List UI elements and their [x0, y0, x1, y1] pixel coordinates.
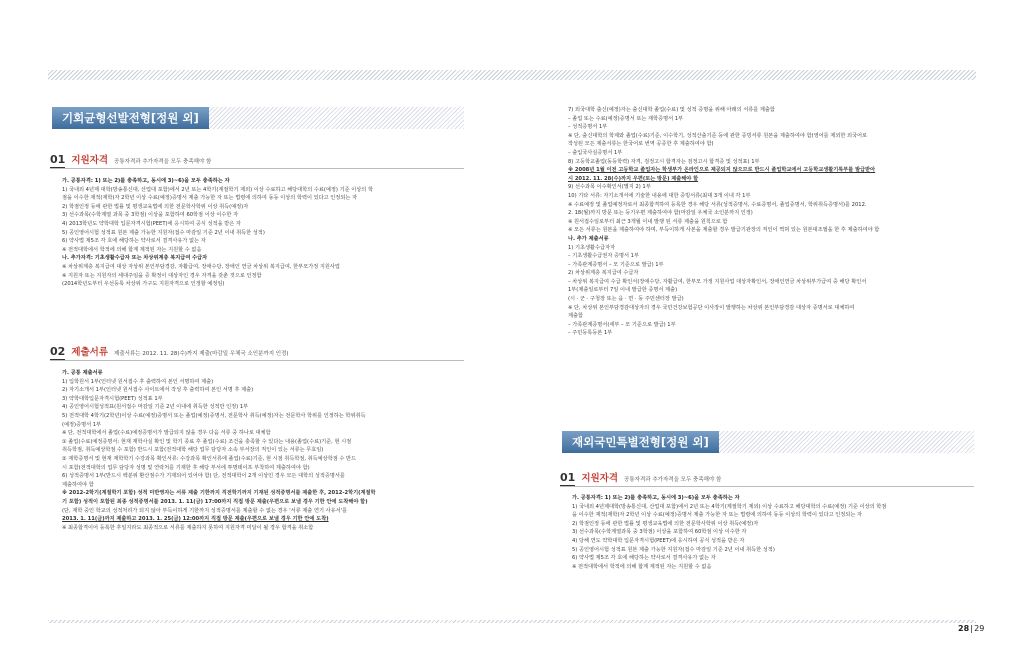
text-line: 4) 공인영어시험성적표(원서접수 마감일 기준 2년 이내에 취득한 성적만 인정) 1부	[62, 404, 249, 411]
text-line: 2) 학점인정 등에 관한 법률 및 평생교육법에 의한 전문학사학위 이상 취득(예정)자	[572, 520, 759, 527]
documents-text-block	[62, 369, 464, 532]
subsection-heading-eligibility	[560, 470, 721, 487]
text-line: 취득학점, 취득예상학점 수 포함) 반드시 포함(전적대학 해당 업무 담당자 소속 부서장의 직인이 있는 서류는 무효임)	[62, 447, 324, 454]
text-line: ※ 차상위계층 복지급여 대상 자상위 본인부담경감, 자활급여, 장애수당, 장애인 연금 차상위 복지급여, 한부모가정 지원사업	[62, 263, 340, 270]
text-line: ② 재학증명서 및 현재 재학학기 수강과목 확인서류: 수강과목 확인서류에 졸업(수료)기준, 현 시점 취득학점, 취득예상학점 수 반드	[62, 455, 357, 462]
text-line: 2. 18(월)까지 방문 또는 등기우편 제출하여야 함(마감일 우체국 소인분까지 인정)	[568, 210, 753, 217]
text-line: 4) 2013학년도 약학대학 입문자격시험(PEET)에 응시하여 공식 성적을 받은 자	[62, 220, 241, 227]
text-line: – 가족관계증명서 – 모 기준으로 발급) 1부	[568, 261, 664, 268]
text-line: 3) 선수과목(수학계열과목 중 3학점) 이상을 포함하여 60학점 이상 이수한 자	[572, 529, 747, 536]
text-line: 9) 선수과목 이수확인서(별지 2) 1부	[568, 184, 651, 191]
text-line: 6) 약사법 제5조 각 호에 해당하는 약사로서 결격사유가 없는 자	[572, 555, 716, 562]
subsection-note: 공통자격과 추가자격을 모두 충족해야 함	[624, 477, 722, 483]
subsection-heading-eligibility	[50, 152, 211, 169]
text-line: 4) 당해 연도 약학대학 입문자격시험(PEET)에 응시하여 공식 성적을 받은 자	[572, 537, 745, 544]
section-banner-title: 기회균형선발전형[정원 외]	[52, 107, 209, 129]
text-line: 점을 이수한 재적(재학)자 2학년 이상 수료(예정)증명서 제출 가능한 자 또는 법령에 의하여 동등 이상의 학력이 있다고 인정되는 자	[62, 195, 357, 202]
text-line: 1) 국내외 4년제 대학(방송통신대, 산업대 포함)에서 2년 또는 4학기(계절학기 제외) 이상 수료하고 해당대학의 수료(예정) 기준 이상의 학	[62, 186, 373, 193]
text-line: ※ 수료예정 및 졸업예정자로서 최종합격하여 등록한 경우 해당 서류(성적증명서, 수료증명서, 졸업증명서, 학위취득증명서)를 2012.	[568, 201, 867, 208]
subsection-title: 제출서류	[71, 347, 109, 358]
text-line: 나. 추가 제출서류	[568, 235, 609, 242]
text-line: 제출하여야 함	[62, 481, 94, 488]
text-line: ※ 2008년 1월 이전 고등학교 졸업자는 학생부가 온라인으로 제공되지 않으므로 반드시 졸업학교에서 고등학교생활기록부를 발급받아	[568, 167, 876, 174]
text-line: ※ 단, 전적대학에서 졸업(수료)예정증명서가 발급되지 않을 경우 다음 서류 중 하나로 대체함	[62, 430, 271, 437]
banner-hatch	[719, 431, 974, 453]
text-line: – 졸업 또는 수료(예정)증명서 또는 재학증명서 1부	[568, 115, 684, 122]
text-line: ※ 모든 서류는 원본을 제출하여야 하며, 부득이하게 사본을 제출할 경우 발급기관장의 직인이 찍혀 있는 원본대조필을 한 후 제출하여야 함	[568, 227, 880, 234]
text-line: (단, 재학 중인 학교의 성적처리가 되지 않아 부득이하게 기한까지 성적증명서를 제출할 수 없는 경우 '서류 제출 연기 사유서'를	[62, 507, 348, 514]
top-decorative-band	[48, 70, 976, 80]
bottom-decorative-rule	[48, 620, 976, 623]
subsection-number: 01	[560, 471, 575, 487]
text-line: 3) 약학대학입문자격시험(PEET) 성적표 1부	[62, 395, 163, 402]
subsection-note: 제출서류는 2012. 11. 28(수)까지 제출(마감일 우체국 소인분까지 인정)	[114, 351, 289, 357]
subsection-number: 01	[50, 153, 65, 169]
section-banner-opportunity	[52, 107, 464, 129]
text-line: 6) 성적증명서 1부(반드시 백분위 환산점수가 기재되어 있어야 함) 단, 전적대학이 2개 이상인 경우 모든 대학의 성적증명서를	[62, 473, 345, 480]
text-line: – 주민등록등본 1부	[568, 330, 613, 337]
section-banner-overseas	[562, 431, 974, 453]
subsection-title: 지원자격	[71, 155, 109, 166]
text-line: 1) 기초생활수급자자	[568, 244, 616, 251]
text-line: ※ 전적대학에서 학적에 의해 합계 제적된 자는 지원할 수 없음	[572, 563, 712, 570]
text-line: 가. 공통자격: 1) 또는 2)를 충족하고, 동시에 3)~6)을 모두 충족하는 자	[572, 495, 740, 501]
text-line: (2014학년도부터 우선등록 차상위 가구도 지원자격으로 인정할 예정임)	[62, 281, 225, 288]
text-line: 2) 학점인정 등에 관한 법률 및 평생교육법에 의한 전문학사학위 이상 취득(예정)자	[62, 203, 249, 210]
subsection-number: 02	[50, 345, 65, 361]
text-line: – 출입국사실증명서 1부	[568, 149, 623, 156]
text-line: ※ 전적대학에서 학적에 의해 합계 제적된 자는 지원할 수 없음	[62, 246, 202, 253]
text-line: ※ 단, 출신대학의 학제와 졸업(수료)기준, 이수학기, 성적산출기준 등에 관한 증빙서류 원본을 제출하여야 함(영어를 제외한 외국어로	[568, 132, 868, 139]
section-banner-title: 재외국민특별전형[정원 외]	[562, 431, 719, 453]
subsection-note: 공통자격과 추가자격을 모두 충족해야 함	[114, 159, 212, 165]
text-line: 5) 전적대학 4학기(2학년)이상 수료(예정)증명서 또는 졸업(예정)증명서, 전문학사 취득(예정)자는 전문학사 학위를 인정하는 학위취득	[62, 412, 366, 419]
subsection-heading-documents	[50, 344, 289, 361]
overseas-eligibility-block	[572, 494, 974, 571]
banner-hatch	[209, 107, 464, 129]
text-line: – 가족관계증명서(세부 – 모 기준으로 발급) 1부	[568, 321, 676, 328]
page-number	[958, 624, 984, 633]
text-line: 작성된 모든 제출서류는 한국어로 번역 공증한 후 제출하여야 함)	[568, 141, 714, 148]
text-line: 5) 공인영어시험 성적표 원본 제출 가능한 지원자(접수 마감일 기준 2년 이내 취득한 성적)	[572, 546, 775, 553]
text-line: 7) 외국대학 출신(예정)자는 출신대학 졸업(수료) 및 성적 증명을 위해 아래의 서류를 제출함	[568, 107, 775, 113]
text-line: 제출함	[568, 313, 584, 320]
text-line: ※ 최종합격이어 등록한 후일지라도 최종적으로 서류를 제출하지 못하여 지원자격 미달이 될 경우 합격을 취소함	[62, 524, 314, 531]
text-line: 시 포함(전적대학의 업무 담당자 성명 및 연락처를 기재한 후 해당 부서에 투명테이프 부착하여 제출하여야 함)	[62, 464, 310, 471]
text-line: 시 2012. 11. 28(수)까지 우편(또는 방문) 제출해야 함	[568, 175, 699, 182]
text-line: 6) 약사법 제5조 각 호에 해당하는 약사로서 결격사유가 없는 자	[62, 238, 206, 245]
text-line: 1부(제출일로부터 7일 이내 발급한 증명서 제출)	[568, 287, 678, 294]
text-line: – 성적증명서 1부	[568, 124, 608, 131]
text-line: 5) 공인영어시험 성적표 원본 제출 가능한 지원자(접수 마감일 기준 2년 이내 취득한 성적)	[62, 229, 265, 236]
page-number-left: 28	[958, 624, 970, 633]
text-line: ※ 원서접수일로부터 최근 3개월 이내 발행 된 서류 제출을 원칙으로 함	[568, 218, 728, 225]
subsection-rule	[50, 168, 464, 169]
text-line: 가. 공통자격: 1) 또는 2)를 충족하고, 동시에 3)~6)을 모두 충족하는 자	[62, 178, 230, 184]
text-line: 10) 기타 서류: 자기소개서에 기술한 내용에 대한 증빙서류(최대 3개 이내 각 1부	[568, 192, 751, 199]
text-line: ※ 2012-2학기(계절학기 포함) 성적 미반영자는 서류 제출 기한까지 직전학기까지 기재된 성적증명서를 제출한 후, 2012-2학기(계절학	[62, 490, 376, 497]
text-line: 2013. 1. 11(금)까지 제출하고 2013. 1. 25(금) 12:00까지 직접 방문 제출(우편으로 보낼 경우 기한 안에 도착)	[62, 516, 329, 523]
subsection-rule	[560, 486, 974, 487]
text-line: ① 졸업(수료)예정증명서: 현재 재학사실 확인 및 학기 종료 후 졸업(수료) 조건을 충족할 수 있다는 내용(졸업(수료)기준, 현 시점	[62, 438, 352, 445]
text-line: 2) 자기소개서 1부(인터넷 원서접수 사이트에서 작성 후 출력하여 본인 서명 후 제출)	[62, 387, 254, 394]
text-line: 8) 고등학교졸업(동등학력) 자격, 검정고시 합격자는 검정고시 합격증 및 성적표) 1부	[568, 158, 760, 165]
text-line: 나. 추가자격: 기초생활수급자 또는 차상위계층 복지급여 수급자	[62, 255, 208, 262]
text-line: 기 포함) 성적이 포함된 최종 성적증명서를 2013. 1. 11(금) 17:00까지 직접 방문 제출(우편으로 보낼 경우 기한 안에 도착해야 함)	[62, 498, 368, 505]
text-line: 3) 선수과목(수학계열 과목 중 3학점) 이상을 포함하여 60학점 이상 이수한 자	[62, 212, 239, 219]
subsection-rule	[50, 360, 464, 361]
text-line: – 기초생활수급권자 증명서 1부	[568, 253, 639, 260]
text-line: 가. 공통 제출서류	[62, 370, 103, 376]
text-line: – 차상위 복지급여 수급 확인서(장애수당, 자활급여, 한부모 가정 지원사업 대상자확인서, 장애인연금 차상위부가급여 중 해당 확인서	[568, 278, 867, 285]
text-line: ※ 단, 차상위 본인부담경감대상자의 경우 국민건강보험공단 이사장이 발행하는 차상위 본인부담경감 대상자 증명서로 대체하여	[568, 304, 855, 311]
text-line: 1) 입학원서 1부(인터넷 원서접수 후 출력하여 본인 서명하여 제출)	[62, 378, 214, 385]
text-line: 을 이수한 재적(재학)자 2학년 이상 수료(예정)증명서 제출 가능한 자 또는 법령에 의하여 동등 이상의 학력이 있다고 인정되는 자	[572, 512, 862, 519]
text-line: (시 · 군 · 구청장 또는 읍 · 면 · 동 주민센터장 발급)	[568, 296, 684, 303]
text-line: ※ 지원자 또는 지원자의 세대주임을 증 확정이 대상자인 경우 자격을 갖춘 것으로 인정함	[62, 272, 262, 279]
text-line: 1) 국내외 4년제대학(방송통신대, 산업대 포함)에서 2년 또는 4학기(계절학기 제외) 이상 수료하고 해당대학의 수료(예정) 기준 이상의 학점	[572, 503, 887, 510]
subsection-title: 지원자격	[581, 473, 619, 484]
documents-continued-block	[568, 106, 976, 338]
page-number-divider	[971, 625, 972, 633]
text-line: (예정)증명서 1부	[62, 421, 102, 428]
eligibility-text-block	[62, 177, 464, 289]
page-number-right: 29	[974, 624, 985, 633]
text-line: 2) 차상위계층 복지급여 수급자	[568, 270, 639, 277]
